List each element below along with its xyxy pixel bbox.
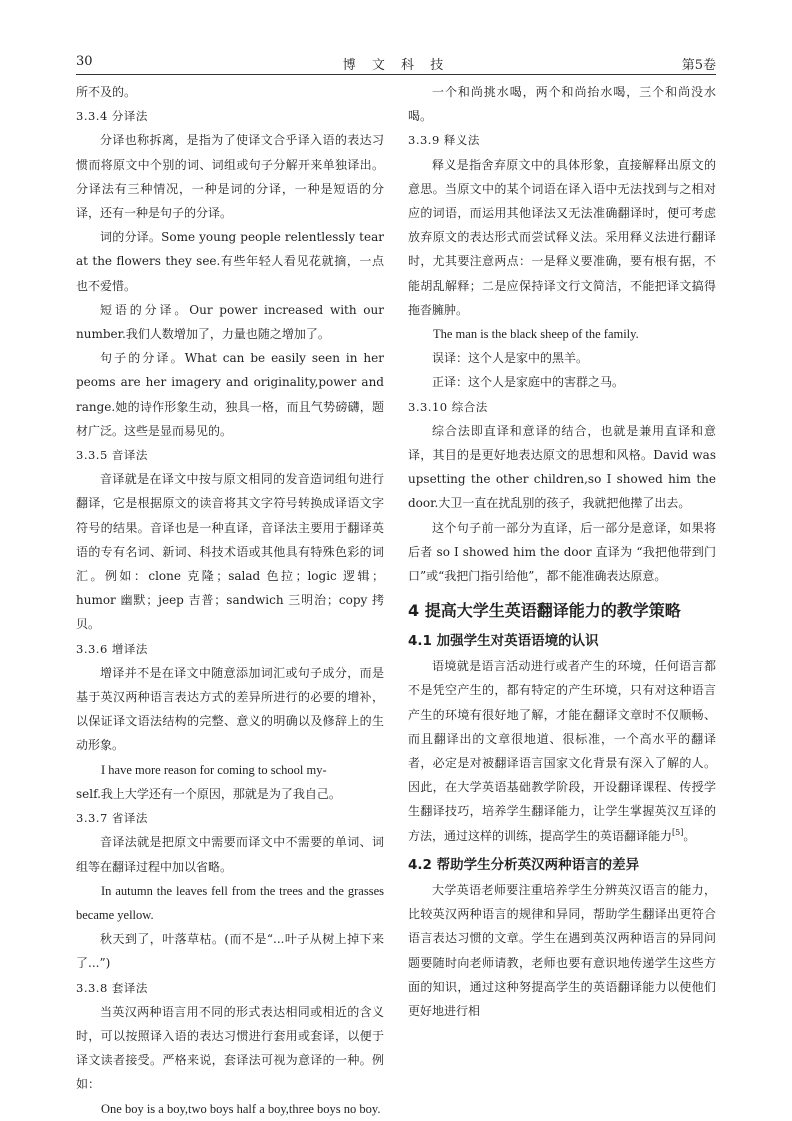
subsection-heading-3-3-8: 3.3.8 套译法 — [76, 980, 148, 995]
paragraph — [408, 654, 716, 848]
subsection-heading-3-3-10: 3.3.10 综合法 — [408, 399, 488, 414]
journal-name: 博 文 科 技 — [342, 58, 450, 73]
running-header — [76, 52, 716, 75]
page-number: 30 — [76, 54, 93, 69]
subsection-heading-3-3-7: 3.3.7 省译法 — [76, 811, 148, 826]
subsection-heading-3-3-5: 3.3.5 音译法 — [76, 448, 148, 463]
section-heading-4-2: 4.2 帮助学生分析英汉两种语言的差异 — [408, 856, 640, 873]
subsection-heading-3-3-9: 3.3.9 释义法 — [408, 133, 480, 148]
paragraph: 一个和尚挑水喝，两个和尚抬水喝，三个和尚没水喝。 — [408, 85, 716, 124]
volume-label: 第5卷 — [681, 58, 716, 73]
english-example: One boy is a boy,two boys half a boy,three boys no boy. — [101, 1101, 381, 1116]
wrong-translation: 误译：这个人是家中的黑羊。 — [432, 351, 589, 366]
paragraph: 分译也称拆离，是指为了使译文合乎译入语的表达习惯而将原文中个别的词、词组或句子分解开来单独译出。分译法有三种情况，一种是词的分译，一种是短语的分译，还有一种是句子的分译。 — [76, 133, 384, 221]
paragraph: 大学英语老师要注重培养学生分辨英汉语言的能力，比较英汉两种语言的规律和异同，帮助学生翻译出更符合语言表达习惯的文章。学生在遇到英汉两种语言的异同问题要随时向老师请教，老师也要有意识地传递学生这些方面的知识，通过这种努提高学生的英语翻译能力以使他们更好地进行相 — [408, 882, 716, 1018]
paragraph-text: 语境就是语言活动进行或者产生的环境，任何语言都不是凭空产生的，都有特定的产生环境，只有对这种语言产生的环境有很好地了解，才能在翻译文章时不仅顺畅、而且翻译出的文章很地道、很标准，一个高水平的翻译者，必定是对被翻译语言国家文化背景有深入了解的人。因此，在大学英语基础教学阶段，开设翻译课程、传授学生翻译技巧，培养学生翻译能力，让学生掌握英汉互译的方法，通过这样的训练，提高学生的英语翻译能力 — [408, 659, 716, 843]
english-example: In autumn the leaves fell from the trees and the grasses became yellow. — [76, 883, 384, 922]
paragraph: 释义是指舍弃原文中的具体形象，直接解释出原文的意思。当原文中的某个词语在译入语中无法找到与之相对应的词语，而运用其他译法又无法准确翻译时，便可考虑放弃原文的表达形式而尝试释义法。采用释义法进行翻译时，尤其要注意两点：一是释义要准确，要有根有据，不能胡乱解释；二是应保持译文行文简洁，不能把译文搞得拖沓臃肿。 — [408, 157, 716, 317]
paragraph: 这个句子前一部分为直译，后一部分是意译，如果将后者 so I showed him the door 直译为 “我把他带到门口”或“我把门指引给他”，都不能准确表达原意。 — [408, 520, 716, 584]
paragraph: 综合法即直译和意译的结合，也就是兼用直译和意译，其目的是更好地表达原文的思想和风格。David was upsetting the other children,so I showed him the door.大卫一直在扰乱别的孩子，我就把他撵了出去。 — [408, 423, 716, 511]
right-column — [408, 80, 716, 1023]
paragraph: 词的分译。Some young people relentlessly tear at the flowers they see.有些年轻人看见花就摘，一点也不爱惜。 — [76, 230, 384, 293]
section-heading-4-1: 4.1 加强学生对英语语境的认识 — [408, 633, 599, 650]
section-heading-4: 4 提高大学生英语翻译能力的教学策略 — [408, 601, 681, 621]
paragraph: 短语的分译。Our power increased with our number.我们人数增加了，力量也随之增加了。 — [76, 302, 384, 342]
paragraph: 秋天到了，叶落草枯。(而不是“...叶子从树上掉下来了...”) — [76, 932, 384, 971]
paragraph-end: 。 — [683, 828, 696, 843]
english-example: I have more reason for coming to school my- — [101, 762, 327, 777]
paragraph: 句子的分译。What can be easily seen in her peoms are her imagery and originality,power and range.她的诗作形象生动，独具一格，而且气势磅礴，题材广泛。这些是显而易见的。 — [76, 351, 384, 438]
english-example: The man is the black sheep of the family. — [433, 327, 639, 342]
subsection-heading-3-3-6: 3.3.6 增译法 — [76, 641, 148, 656]
paragraph: 增译并不是在译文中随意添加词汇或句子成分，而是基于英汉两种语言表达方式的差异所进行的必要的增补，以保证译文语法结构的完整、意义的明确以及修辞上的生动形象。 — [76, 665, 384, 753]
paragraph: 音译就是在译文中按与原文相同的发音造词组句进行翻译，它是根据原文的读音将其文字符号转换成译语文字符号的结果。音译也是一种直译，音译法主要用于翻译英语的专有名词、新词、科技术语或其他具有特殊色彩的词汇。例如：clone 克隆；salad 色拉；logic 逻辑；humor 幽默；jeep 吉普；sandwich 三明治；copy 拷贝。 — [76, 472, 384, 632]
left-column — [76, 80, 384, 1121]
paragraph: 所不及的。 — [76, 85, 137, 99]
citation-marker: [5] — [672, 827, 684, 837]
subsection-heading-3-3-4: 3.3.4 分译法 — [76, 109, 148, 124]
paragraph: 音译法就是把原文中需要而译文中不需要的单词、词组等在翻译过程中加以省略。 — [76, 835, 384, 874]
correct-translation: 正译：这个人是家庭中的害群之马。 — [432, 375, 625, 390]
example-translation: self.我上大学还有一个原因，那就是为了我自己。 — [76, 786, 341, 801]
paragraph: 当英汉两种语言用不同的形式表达相同或相近的含义时，可以按照译入语的表达习惯进行套用或套译，以便于译文读者接受。严格来说，套译法可视为意译的一种。例如： — [76, 1004, 384, 1092]
